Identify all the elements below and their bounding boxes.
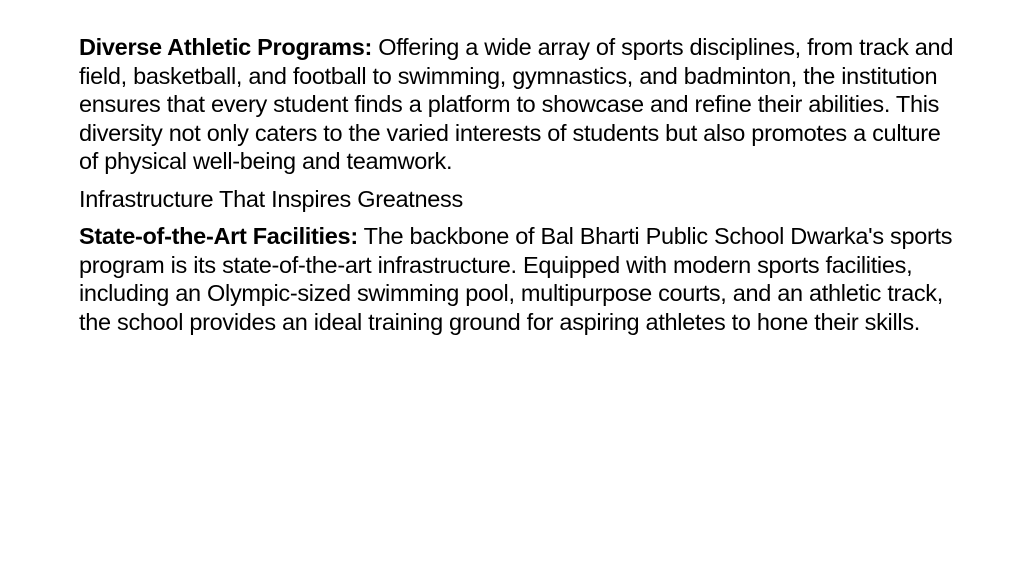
paragraph-text: The backbone of Bal Bharti Public School Dwarka's sports program is its state-of-the-art infrastructure. Equipped with modern sports facilities, including an Olympic-sized swimming pool, multipurpose courts, and an athletic track, the school provides an ideal training ground for aspiring athletes to hone their skills. (79, 223, 953, 335)
paragraph-heading: Diverse Athletic Programs: (79, 34, 373, 60)
paragraph-athletic-programs (79, 33, 959, 176)
section-subheading: Infrastructure That Inspires Greatness (79, 185, 463, 212)
paragraph-facilities (79, 222, 959, 336)
paragraph-text: Offering a wide array of sports disciplines, from track and field, basketball, and football to swimming, gymnastics, and badminton, the institution ensures that every student finds a platform to showcase and refine their abilities. This diversity not only caters to the varied interests of students but also promotes a culture of physical well-being and teamwork. (79, 34, 954, 174)
slide-body (79, 33, 959, 345)
paragraph-heading: State-of-the-Art Facilities: (79, 223, 358, 249)
